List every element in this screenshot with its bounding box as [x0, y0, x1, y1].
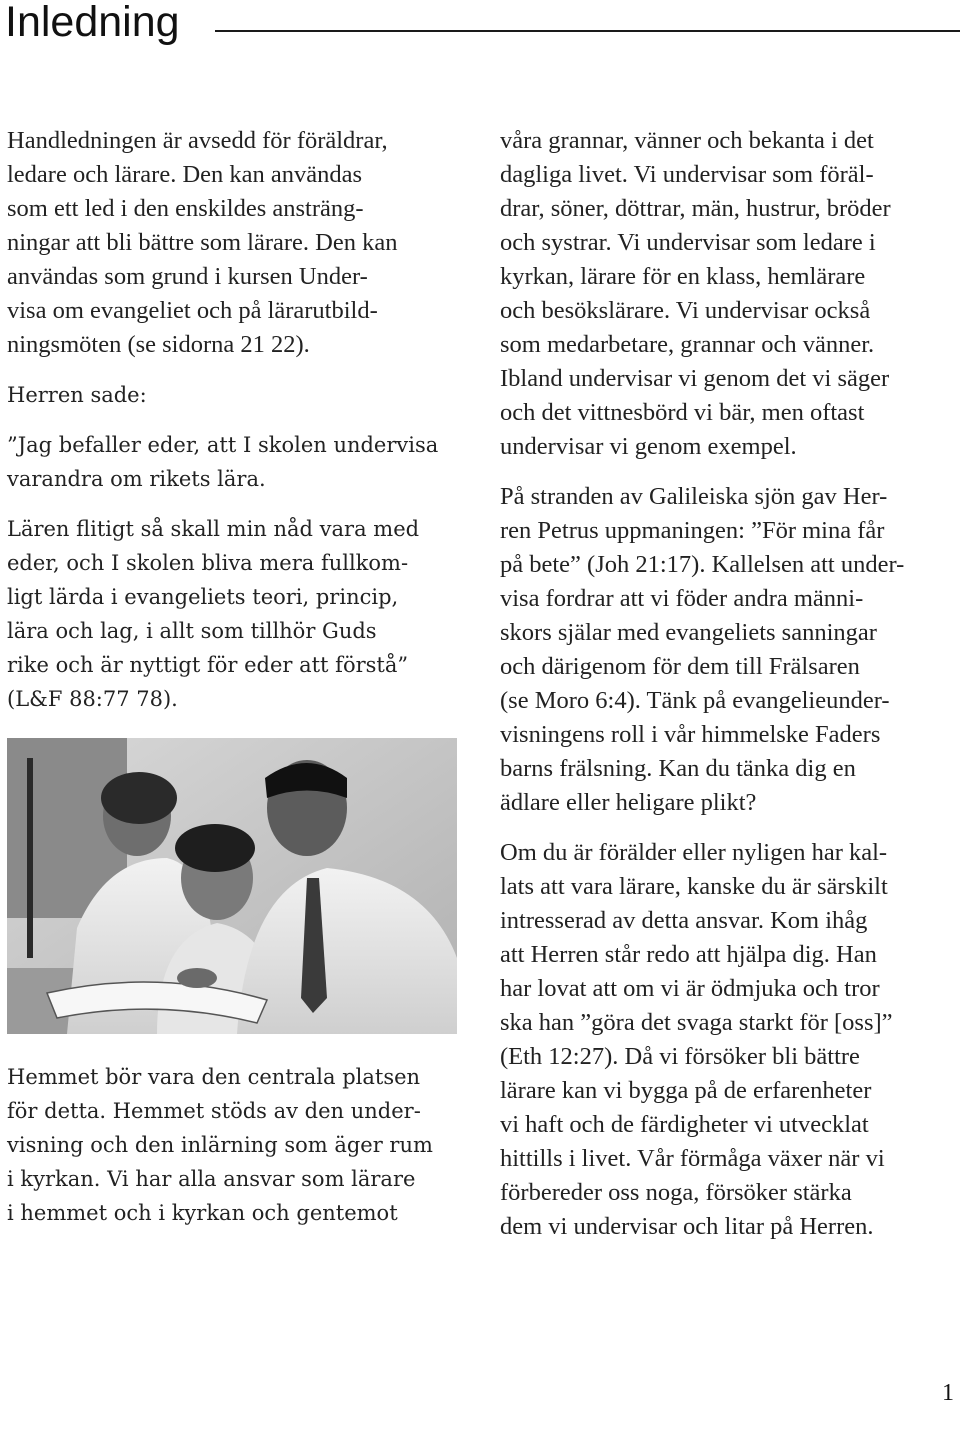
page-title: Inledning — [5, 0, 180, 46]
right-paragraph-2: På stranden av Galileiska sjön gav Her- ren Petrus uppmaningen: ”För mina får på bete” (Joh 21:17). Kallelsen att under- visa fordrar att vi föder andra männi- skors själar med evangeliets sanningar och därigenom för dem till Frälsaren (se Moro 6:4). Tänk på evangelieunder- visningens roll i vår himmelske Faders barns frälsning. Kan du tänka dig en ädlare eller heligare plikt? — [500, 483, 905, 816]
home-paragraph: Hemmet bör vara den centrala platsen för detta. Hemmet stöds av den under- visning och den inlärning som äger rum i kyrkan. Vi har alla ansvar som lärare i hemmet och i kyrkan och gentemot — [7, 1065, 433, 1225]
intro-paragraph: Handledningen är avsedd för föräldrar, ledare och lärare. Den kan användas som ett led i den enskildes ansträng- ningar att bli bättre som lärare. Den kan användas som grund i kursen Under- visa om evangeliet och på lärarutbild- ningsmöten (se sidorna 21 22). — [7, 127, 398, 358]
right-paragraph-1: våra grannar, vänner och bekanta i det dagliga livet. Vi undervisar som föräl- drar, söner, döttrar, män, hustrur, bröder och systrar. Vi undervisar som ledare i kyrkan, lärare för en klass, hemlärare och besökslärare. Vi undervisar också som medarbetare, grannar och vänner. Ibland undervisar vi genom det vi säger och det vittnesbörd vi bär, men oftast undervisar vi genom exempel. — [500, 127, 891, 460]
scripture-quote-part-1: ”Jag befaller eder, att I skolen undervisa varandra om rikets lära. — [7, 433, 439, 491]
page-number: 1 — [942, 1380, 954, 1406]
right-paragraph-3: Om du är förälder eller nyligen har kal- lats att vara lärare, kanske du är särskilt intresserad av detta ansvar. Kom ihåg att Herren står redo att hjälpa dig. Han har lovat att om vi är ödmjuka och tror ska han ”göra det svaga starkt för [oss]” (Eth 12:27). Då vi försöker bli bättre lärare kan vi bygga på de erfarenheter vi haft och de färdigheter vi utvecklat hittills i livet. Vår förmåga växer när vi förbereder oss noga, försöker stärka dem vi undervisar och litar på Herren. — [500, 839, 893, 1240]
lord-said-line: Herren sade: — [7, 383, 147, 407]
title-rule — [215, 30, 960, 32]
left-column — [7, 124, 467, 1230]
right-column — [500, 124, 960, 1244]
family-reading-photo — [7, 738, 457, 1034]
scripture-quote-part-2: Lären flitigt så skall min nåd vara med eder, och I skolen bliva mera fullkom- ligt lärda i evangeliets teori, princip, lära och lag, i allt som tillhör Guds rike och är nyttigt för eder att förstå” (L&F 88:77 78). — [7, 517, 420, 711]
